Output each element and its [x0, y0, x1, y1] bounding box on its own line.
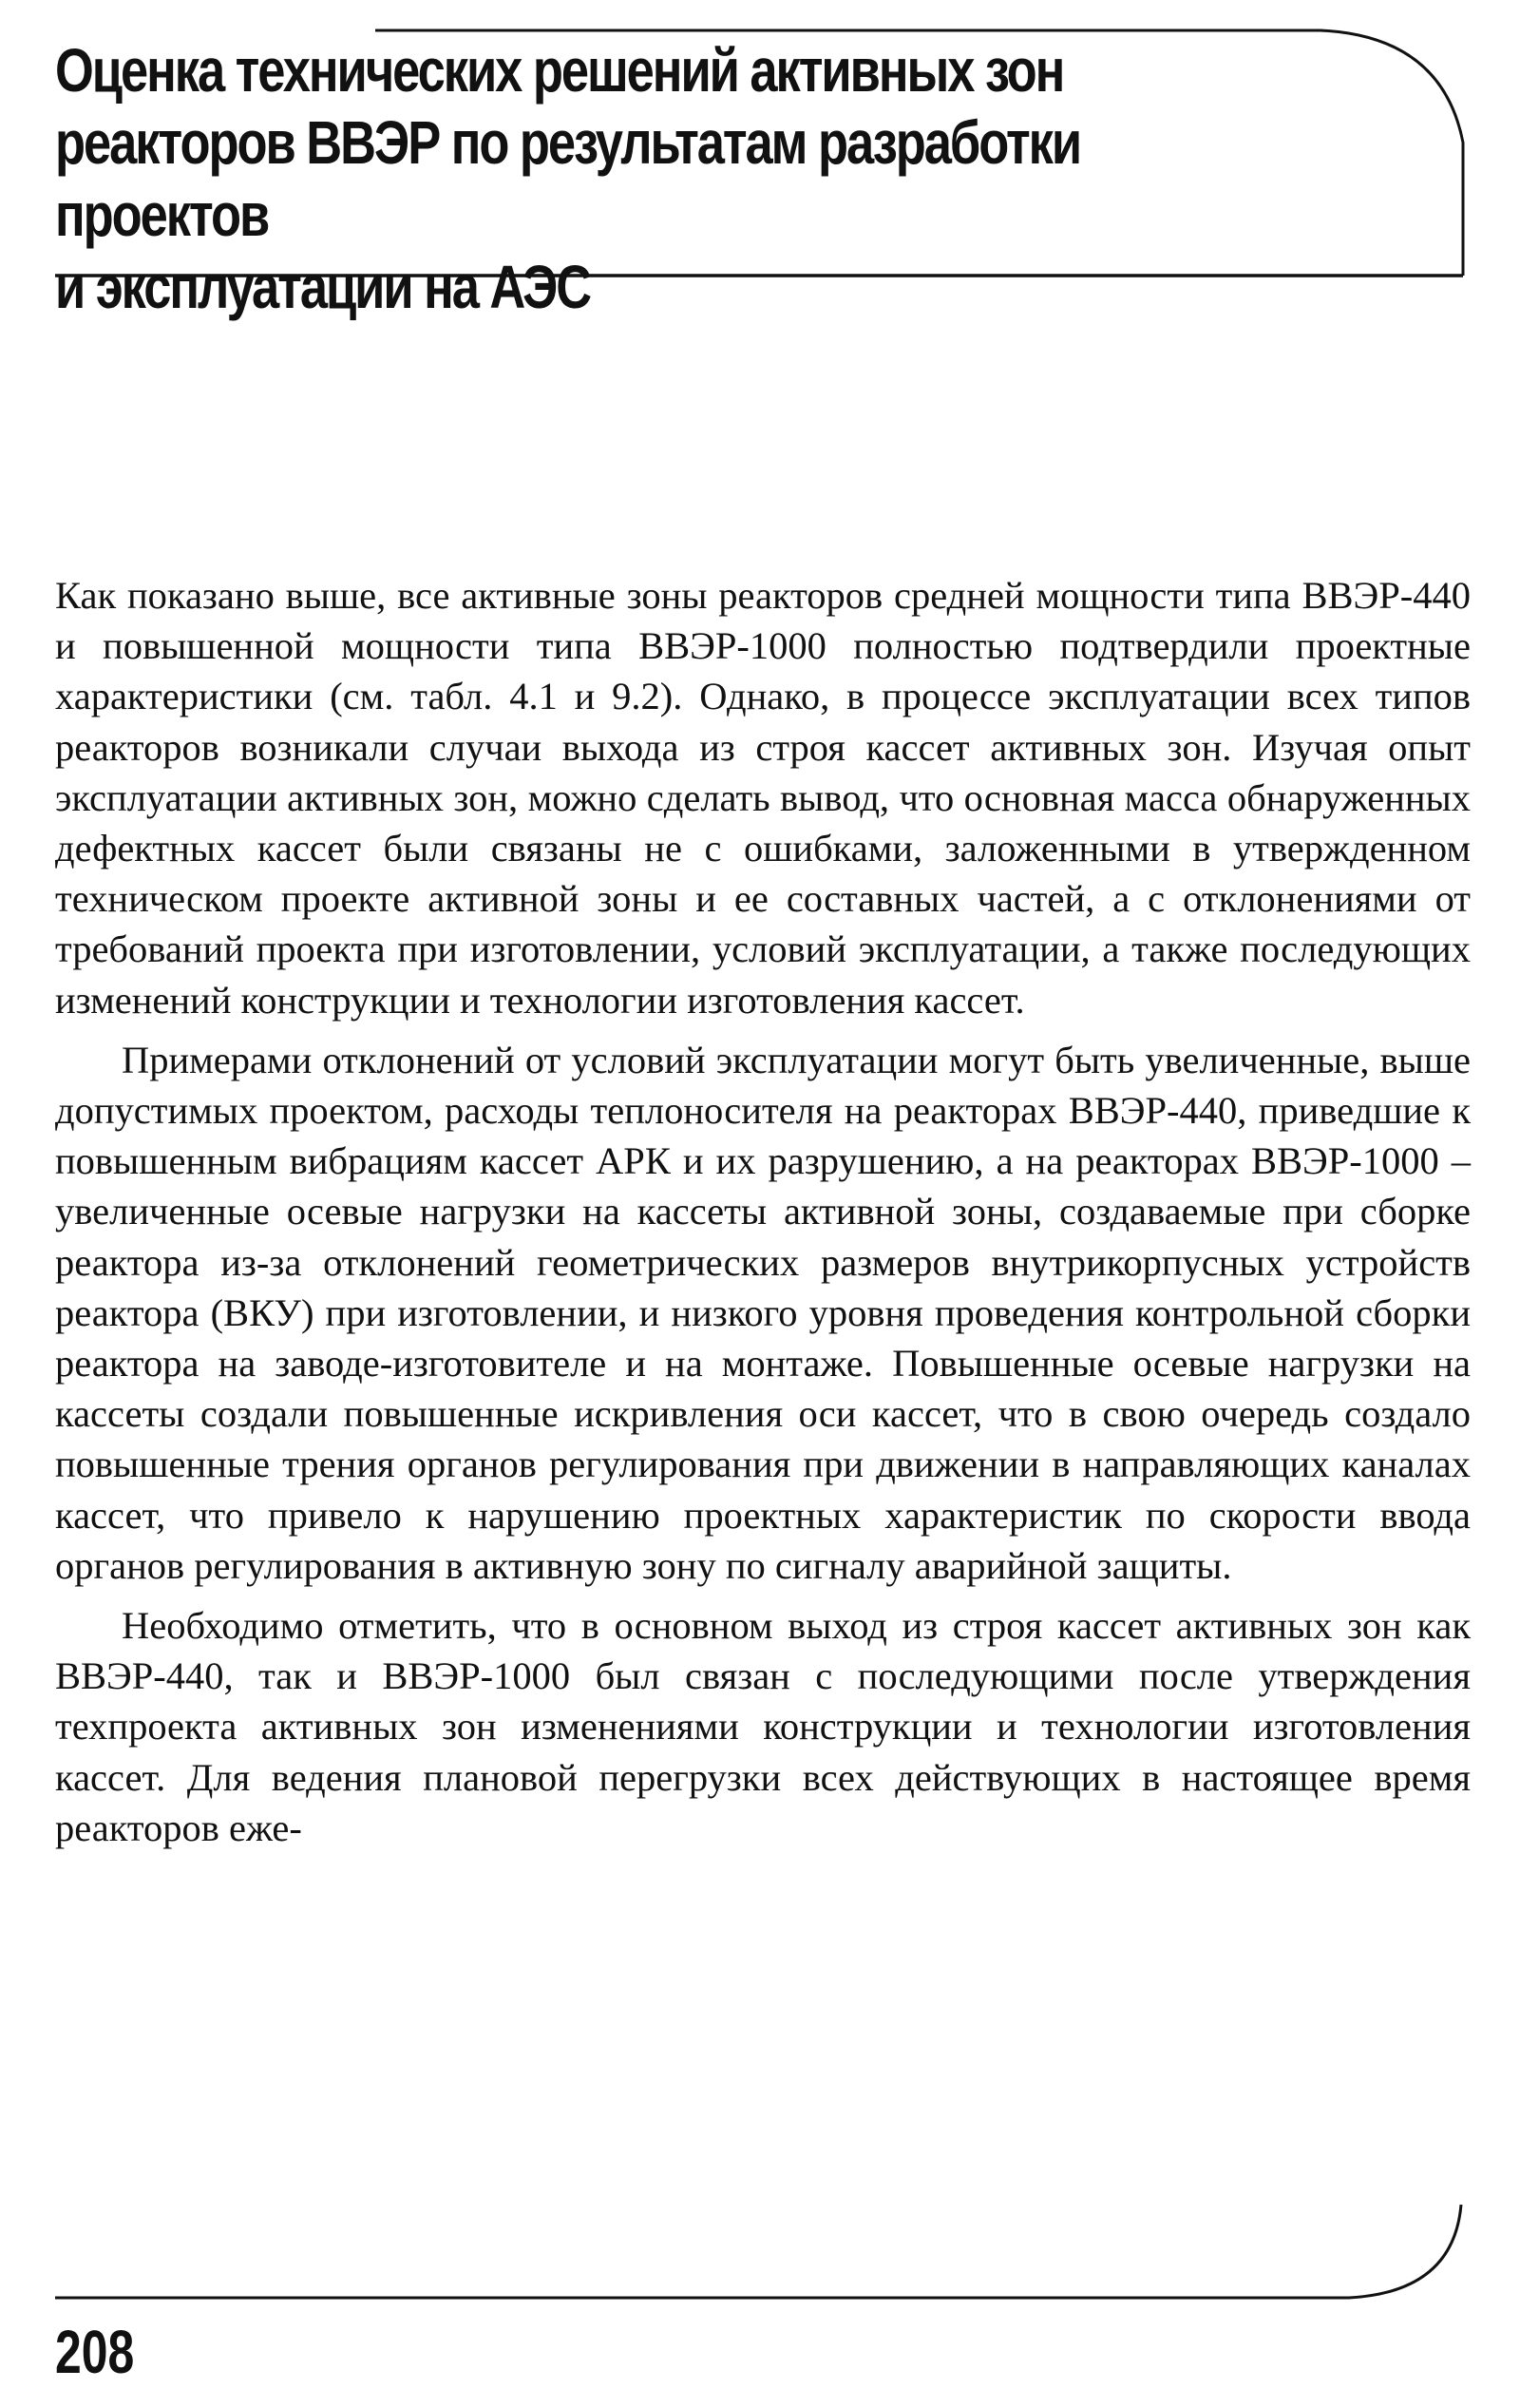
paragraph: Необходимо отметить, что в основном выход из строя кассет активных зон как ВВЭР-440, так и ВВЭР-1000 был связан с последующими после утверждения техпроекта активных зон изменениями конструкции и технологии изготовления кассет. Для ведения плановой перегрузки всех действующих в настоящее время реакторов еже- — [55, 1604, 1471, 1849]
footer-rule — [55, 2205, 1461, 2298]
body-text — [55, 570, 1471, 1853]
paragraph: Как показано выше, все активные зоны реакторов средней мощности типа ВВЭР-440 и повышенной мощности типа ВВЭР-1000 полностью подтвердили проектные характеристики (см. табл. 4.1 и 9.2). Однако, в процессе эксплуатации всех типов реакторов возникали случаи выхода из строя кассет активных зон. Изучая опыт эксплуатации активных зон, можно сделать вывод, что основная масса обнаруженных дефектных кассет были связаны не с ошибками, заложенными в утвержденном техническом проекте активной зоны и ее составных частей, а с отклонениями от требований проекта при изготовлении, условий эксплуатации, а также последующих изменений конструкции и технологии изготовления кассет. — [55, 574, 1471, 1022]
chapter-title: Оценка технических решений активных зон реакторов ВВЭР по результатам разработки проектов и эксплуатации на АЭС — [55, 36, 1081, 321]
page-number: 208 — [55, 2318, 135, 2386]
paragraph: Примерами отклонений от условий эксплуатации могут быть увеличенные, выше допустимых проектом, расходы теплоносителя на реакторах ВВЭР-440, приведшие к повышенным вибрациям кассет АРК и их разрушению, а на реакторах ВВЭР-1000 – увеличенные осевые нагрузки на кассеты активной зоны, создаваемые при сборке реактора из-за отклонений геометрических размеров внутрикорпусных устройств реактора (ВКУ) при изготовлении, и низкого уровня проведения контрольной сборки реактора на заводе-изготовителе и на монтаже. Повышенные осевые нагрузки на кассеты создали повышенные искривления оси кассет, что в свою очередь создало повышенные трения органов регулирования при движении в направляющих каналах кассет, что привело к нарушению проектных характеристик по скорости ввода органов регулирования в активную зону по сигналу аварийной защиты. — [55, 1038, 1471, 1587]
